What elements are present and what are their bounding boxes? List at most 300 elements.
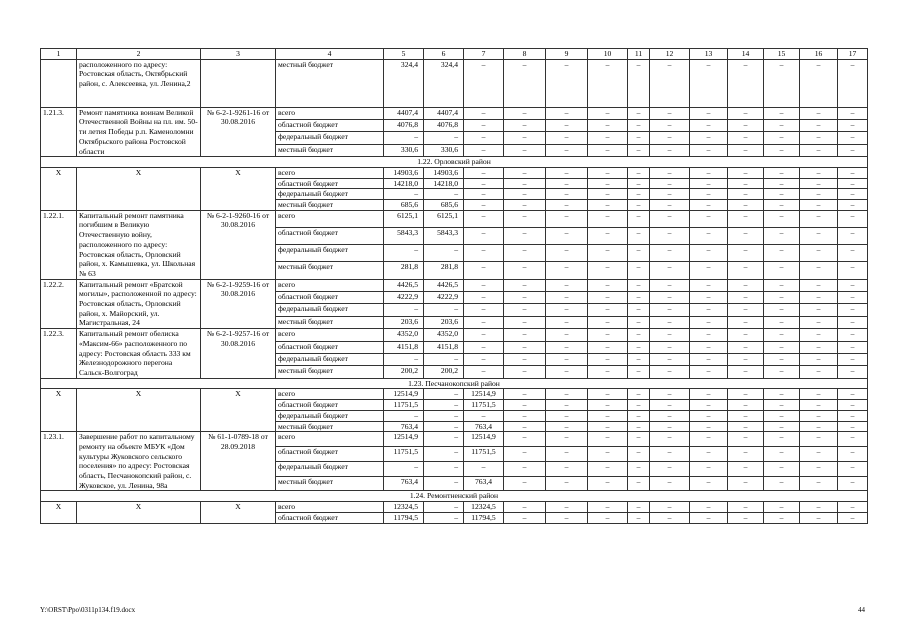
value-col-12: – xyxy=(650,167,690,178)
value-col-10: – xyxy=(588,167,628,178)
value-col-14: – xyxy=(728,341,764,353)
value-col-15: – xyxy=(764,178,800,189)
value-col-15: – xyxy=(764,132,800,144)
value-col-11: – xyxy=(628,59,650,107)
value-col-16: – xyxy=(800,227,838,244)
value-col-15: – xyxy=(764,353,800,365)
value-col-10: – xyxy=(588,502,628,513)
value-col-11: – xyxy=(628,200,650,211)
value-col-14: – xyxy=(728,107,764,119)
value-col-11: – xyxy=(628,476,650,491)
value-col-7: – xyxy=(464,304,504,316)
value-col-15: – xyxy=(764,120,800,132)
value-col-7: – xyxy=(464,316,504,328)
item-name: Капитальный ремонт «Братской могилы», расположенной по адресу: Ростовская область, Орловский район, х. Майорский, ул. Магистральная, 24 xyxy=(77,279,201,329)
value-col-15: – xyxy=(764,512,800,523)
value-col-6: – xyxy=(424,400,464,411)
column-header: 11 xyxy=(628,49,650,60)
value-col-16: – xyxy=(800,502,838,513)
value-col-15: – xyxy=(764,421,800,432)
value-col-6: 281,8 xyxy=(424,262,464,279)
value-col-9: – xyxy=(546,210,588,227)
value-col-12: – xyxy=(650,476,690,491)
value-col-7: 11794,5 xyxy=(464,512,504,523)
document-table-container xyxy=(40,48,866,524)
value-col-16: – xyxy=(800,353,838,365)
value-col-6: – xyxy=(424,353,464,365)
value-col-17: – xyxy=(838,279,868,291)
value-col-12: – xyxy=(650,316,690,328)
value-col-10: – xyxy=(588,512,628,523)
value-col-11: – xyxy=(628,421,650,432)
value-col-16: – xyxy=(800,210,838,227)
value-col-10: – xyxy=(588,366,628,378)
value-col-12: – xyxy=(650,59,690,107)
funding-source: областной бюджет xyxy=(276,292,384,304)
value-col-15: – xyxy=(764,389,800,400)
value-col-10: – xyxy=(588,200,628,211)
item-name: Завершение работ по капитальному ремонту на объекте МБУК «Дом культуры Жуковского сельского поселения» по адресу: Ростовская область, Песчанокопский район, с. Жуковское, ул. Ленина, 98а xyxy=(77,432,201,491)
value-col-10: – xyxy=(588,461,628,476)
value-col-12: – xyxy=(650,200,690,211)
column-header: 10 xyxy=(588,49,628,60)
value-col-5: 330,6 xyxy=(384,144,424,156)
value-col-6: – xyxy=(424,512,464,523)
value-col-14: – xyxy=(728,476,764,491)
value-col-7: 763,4 xyxy=(464,421,504,432)
value-col-9: – xyxy=(546,432,588,447)
value-col-14: – xyxy=(728,512,764,523)
value-col-12: – xyxy=(650,366,690,378)
value-col-6: 324,4 xyxy=(424,59,464,107)
value-col-14: – xyxy=(728,245,764,262)
value-col-14: – xyxy=(728,400,764,411)
value-col-6: 5843,3 xyxy=(424,227,464,244)
value-col-13: – xyxy=(690,341,728,353)
value-col-16: – xyxy=(800,400,838,411)
value-col-5: 324,4 xyxy=(384,59,424,107)
value-col-15: – xyxy=(764,189,800,200)
value-col-13: – xyxy=(690,120,728,132)
value-col-14: – xyxy=(728,432,764,447)
value-col-8: – xyxy=(504,210,546,227)
value-col-9: – xyxy=(546,167,588,178)
value-col-9: – xyxy=(546,245,588,262)
value-col-8: – xyxy=(504,476,546,491)
value-col-12: – xyxy=(650,353,690,365)
value-col-9: – xyxy=(546,59,588,107)
value-col-11: – xyxy=(628,366,650,378)
value-col-14: – xyxy=(728,59,764,107)
value-col-7: – xyxy=(464,366,504,378)
value-col-17: – xyxy=(838,59,868,107)
value-col-8: – xyxy=(504,189,546,200)
value-col-11: – xyxy=(628,512,650,523)
value-col-8: – xyxy=(504,107,546,119)
value-col-17: – xyxy=(838,144,868,156)
funding-source: областной бюджет xyxy=(276,227,384,244)
value-col-8: – xyxy=(504,262,546,279)
value-col-12: – xyxy=(650,304,690,316)
value-col-15: – xyxy=(764,410,800,421)
value-col-7: – xyxy=(464,167,504,178)
value-col-14: – xyxy=(728,189,764,200)
value-col-10: – xyxy=(588,189,628,200)
value-col-5: 281,8 xyxy=(384,262,424,279)
value-col-17: – xyxy=(838,316,868,328)
value-col-15: – xyxy=(764,316,800,328)
value-col-10: – xyxy=(588,447,628,462)
funding-source: всего xyxy=(276,279,384,291)
value-col-8: – xyxy=(504,329,546,341)
funding-source: всего xyxy=(276,210,384,227)
value-col-9: – xyxy=(546,107,588,119)
column-header: 5 xyxy=(384,49,424,60)
value-col-12: – xyxy=(650,512,690,523)
value-col-10: – xyxy=(588,329,628,341)
value-col-12: – xyxy=(650,132,690,144)
value-col-7: 12324,5 xyxy=(464,502,504,513)
value-col-13: – xyxy=(690,189,728,200)
value-col-14: – xyxy=(728,144,764,156)
value-col-8: – xyxy=(504,410,546,421)
value-col-5: – xyxy=(384,410,424,421)
value-col-15: – xyxy=(764,304,800,316)
value-col-12: – xyxy=(650,189,690,200)
item-name: Капитальный ремонт обелиска «Максим-66» расположенного по адресу: Ростовская область 333 км Железнодорожного перегона Сальск-Волгоград xyxy=(77,329,201,379)
value-col-7: – xyxy=(464,410,504,421)
column-header: 7 xyxy=(464,49,504,60)
value-col-6: 14903,6 xyxy=(424,167,464,178)
header-row xyxy=(41,49,868,60)
value-col-8: – xyxy=(504,279,546,291)
funding-source: всего xyxy=(276,389,384,400)
value-col-5: 12324,5 xyxy=(384,502,424,513)
value-col-15: – xyxy=(764,476,800,491)
funding-source: местный бюджет xyxy=(276,144,384,156)
value-col-8: – xyxy=(504,421,546,432)
value-col-11: – xyxy=(628,262,650,279)
item-document: Х xyxy=(201,502,276,523)
value-col-16: – xyxy=(800,167,838,178)
value-col-17: – xyxy=(838,262,868,279)
funding-source: всего xyxy=(276,329,384,341)
value-col-10: – xyxy=(588,144,628,156)
value-col-14: – xyxy=(728,447,764,462)
value-col-5: – xyxy=(384,304,424,316)
funding-source: местный бюджет xyxy=(276,366,384,378)
value-col-10: – xyxy=(588,59,628,107)
funding-source: областной бюджет xyxy=(276,341,384,353)
value-col-15: – xyxy=(764,167,800,178)
value-col-5: – xyxy=(384,189,424,200)
value-col-8: – xyxy=(504,400,546,411)
value-col-9: – xyxy=(546,389,588,400)
item-number: 1.22.3. xyxy=(41,329,77,379)
value-col-14: – xyxy=(728,316,764,328)
value-col-15: – xyxy=(764,262,800,279)
value-col-17: – xyxy=(838,167,868,178)
value-col-13: – xyxy=(690,167,728,178)
value-col-5: – xyxy=(384,132,424,144)
value-col-11: – xyxy=(628,353,650,365)
item-number: Х xyxy=(41,389,77,432)
value-col-11: – xyxy=(628,107,650,119)
value-col-12: – xyxy=(650,262,690,279)
value-col-17: – xyxy=(838,512,868,523)
value-col-14: – xyxy=(728,292,764,304)
value-col-17: – xyxy=(838,461,868,476)
value-col-10: – xyxy=(588,389,628,400)
value-col-10: – xyxy=(588,304,628,316)
value-col-12: – xyxy=(650,120,690,132)
value-col-6: – xyxy=(424,304,464,316)
value-col-5: 763,4 xyxy=(384,421,424,432)
value-col-9: – xyxy=(546,447,588,462)
value-col-10: – xyxy=(588,107,628,119)
value-col-13: – xyxy=(690,432,728,447)
value-col-16: – xyxy=(800,262,838,279)
value-col-12: – xyxy=(650,329,690,341)
value-col-8: – xyxy=(504,200,546,211)
value-col-8: – xyxy=(504,144,546,156)
value-col-5: 200,2 xyxy=(384,366,424,378)
value-col-7: – xyxy=(464,279,504,291)
value-col-6: – xyxy=(424,432,464,447)
value-col-15: – xyxy=(764,210,800,227)
item-document: Х xyxy=(201,167,276,210)
value-col-5: 12514,9 xyxy=(384,389,424,400)
value-col-5: 11794,5 xyxy=(384,512,424,523)
value-col-13: – xyxy=(690,502,728,513)
item-document: № 6-2-1-9260-16 от 30.08.2016 xyxy=(201,210,276,279)
table-row xyxy=(41,502,868,513)
value-col-9: – xyxy=(546,279,588,291)
value-col-15: – xyxy=(764,144,800,156)
value-col-12: – xyxy=(650,292,690,304)
value-col-11: – xyxy=(628,144,650,156)
item-number: 1.23.1. xyxy=(41,432,77,491)
value-col-6: 6125,1 xyxy=(424,210,464,227)
value-col-15: – xyxy=(764,502,800,513)
value-col-6: – xyxy=(424,132,464,144)
value-col-9: – xyxy=(546,366,588,378)
value-col-15: – xyxy=(764,447,800,462)
value-col-10: – xyxy=(588,279,628,291)
value-col-6: 4076,8 xyxy=(424,120,464,132)
value-col-17: – xyxy=(838,120,868,132)
value-col-8: – xyxy=(504,366,546,378)
value-col-9: – xyxy=(546,512,588,523)
value-col-16: – xyxy=(800,421,838,432)
value-col-9: – xyxy=(546,329,588,341)
value-col-6: 14218,0 xyxy=(424,178,464,189)
value-col-5: – xyxy=(384,461,424,476)
column-header: 12 xyxy=(650,49,690,60)
value-col-11: – xyxy=(628,304,650,316)
value-col-16: – xyxy=(800,200,838,211)
value-col-13: – xyxy=(690,178,728,189)
column-header: 13 xyxy=(690,49,728,60)
value-col-7: – xyxy=(464,341,504,353)
value-col-8: – xyxy=(504,292,546,304)
value-col-16: – xyxy=(800,366,838,378)
value-col-11: – xyxy=(628,292,650,304)
funding-source: всего xyxy=(276,432,384,447)
value-col-6: – xyxy=(424,189,464,200)
value-col-8: – xyxy=(504,132,546,144)
value-col-15: – xyxy=(764,400,800,411)
value-col-17: – xyxy=(838,400,868,411)
value-col-17: – xyxy=(838,410,868,421)
value-col-14: – xyxy=(728,200,764,211)
value-col-16: – xyxy=(800,189,838,200)
value-col-11: – xyxy=(628,245,650,262)
table-row xyxy=(41,107,868,119)
value-col-12: – xyxy=(650,178,690,189)
item-document: Х xyxy=(201,389,276,432)
table-row xyxy=(41,279,868,291)
value-col-11: – xyxy=(628,279,650,291)
value-col-10: – xyxy=(588,120,628,132)
value-col-12: – xyxy=(650,447,690,462)
value-col-17: – xyxy=(838,329,868,341)
value-col-7: – xyxy=(464,292,504,304)
value-col-16: – xyxy=(800,410,838,421)
table-row xyxy=(41,432,868,447)
funding-source: областной бюджет xyxy=(276,120,384,132)
value-col-11: – xyxy=(628,447,650,462)
table-row xyxy=(41,329,868,341)
value-col-12: – xyxy=(650,400,690,411)
value-col-13: – xyxy=(690,279,728,291)
value-col-6: – xyxy=(424,245,464,262)
value-col-14: – xyxy=(728,262,764,279)
value-col-16: – xyxy=(800,178,838,189)
value-col-14: – xyxy=(728,502,764,513)
column-header: 6 xyxy=(424,49,464,60)
column-header: 2 xyxy=(77,49,201,60)
value-col-11: – xyxy=(628,227,650,244)
value-col-12: – xyxy=(650,432,690,447)
value-col-10: – xyxy=(588,353,628,365)
value-col-16: – xyxy=(800,59,838,107)
value-col-6: 200,2 xyxy=(424,366,464,378)
value-col-7: 12514,9 xyxy=(464,432,504,447)
value-col-15: – xyxy=(764,461,800,476)
value-col-5: 5843,3 xyxy=(384,227,424,244)
value-col-12: – xyxy=(650,227,690,244)
value-col-11: – xyxy=(628,341,650,353)
value-col-13: – xyxy=(690,227,728,244)
value-col-9: – xyxy=(546,262,588,279)
value-col-7: – xyxy=(464,200,504,211)
value-col-14: – xyxy=(728,410,764,421)
value-col-15: – xyxy=(764,227,800,244)
value-col-11: – xyxy=(628,167,650,178)
value-col-7: 11751,5 xyxy=(464,400,504,411)
value-col-13: – xyxy=(690,389,728,400)
value-col-15: – xyxy=(764,279,800,291)
value-col-15: – xyxy=(764,366,800,378)
value-col-16: – xyxy=(800,476,838,491)
value-col-7: 763,4 xyxy=(464,476,504,491)
item-number: 1.22.1. xyxy=(41,210,77,279)
value-col-16: – xyxy=(800,107,838,119)
value-col-14: – xyxy=(728,389,764,400)
value-col-15: – xyxy=(764,200,800,211)
value-col-10: – xyxy=(588,421,628,432)
table-row xyxy=(41,59,868,107)
column-header: 16 xyxy=(800,49,838,60)
value-col-5: – xyxy=(384,245,424,262)
value-col-7: – xyxy=(464,227,504,244)
value-col-12: – xyxy=(650,389,690,400)
value-col-8: – xyxy=(504,178,546,189)
region-title: 1.23. Песчанокопский район xyxy=(41,378,868,389)
value-col-10: – xyxy=(588,316,628,328)
value-col-16: – xyxy=(800,132,838,144)
value-col-16: – xyxy=(800,292,838,304)
value-col-6: 4407,4 xyxy=(424,107,464,119)
value-col-9: – xyxy=(546,316,588,328)
item-number xyxy=(41,59,77,107)
value-col-17: – xyxy=(838,389,868,400)
value-col-9: – xyxy=(546,178,588,189)
value-col-13: – xyxy=(690,329,728,341)
item-document: № 61-1-0789-18 от 28.09.2018 xyxy=(201,432,276,491)
value-col-17: – xyxy=(838,304,868,316)
value-col-13: – xyxy=(690,262,728,279)
value-col-7: – xyxy=(464,245,504,262)
value-col-17: – xyxy=(838,432,868,447)
value-col-16: – xyxy=(800,245,838,262)
value-col-8: – xyxy=(504,227,546,244)
value-col-10: – xyxy=(588,476,628,491)
value-col-7: – xyxy=(464,120,504,132)
value-col-8: – xyxy=(504,245,546,262)
value-col-6: 330,6 xyxy=(424,144,464,156)
value-col-14: – xyxy=(728,120,764,132)
value-col-5: 4151,8 xyxy=(384,341,424,353)
value-col-16: – xyxy=(800,389,838,400)
value-col-8: – xyxy=(504,502,546,513)
value-col-16: – xyxy=(800,279,838,291)
value-col-15: – xyxy=(764,59,800,107)
value-col-8: – xyxy=(504,432,546,447)
value-col-7: – xyxy=(464,461,504,476)
value-col-11: – xyxy=(628,329,650,341)
funding-source: местный бюджет xyxy=(276,200,384,211)
value-col-12: – xyxy=(650,245,690,262)
value-col-11: – xyxy=(628,410,650,421)
value-col-13: – xyxy=(690,292,728,304)
value-col-5: 4426,5 xyxy=(384,279,424,291)
table-row xyxy=(41,389,868,400)
value-col-14: – xyxy=(728,132,764,144)
value-col-7: – xyxy=(464,144,504,156)
region-row xyxy=(41,378,868,389)
region-title: 1.22. Орловский район xyxy=(41,157,868,168)
value-col-12: – xyxy=(650,279,690,291)
value-col-5: – xyxy=(384,353,424,365)
funding-source: всего xyxy=(276,167,384,178)
value-col-16: – xyxy=(800,120,838,132)
value-col-5: 4407,4 xyxy=(384,107,424,119)
funding-source: всего xyxy=(276,502,384,513)
funding-source: федеральный бюджет xyxy=(276,245,384,262)
value-col-16: – xyxy=(800,316,838,328)
